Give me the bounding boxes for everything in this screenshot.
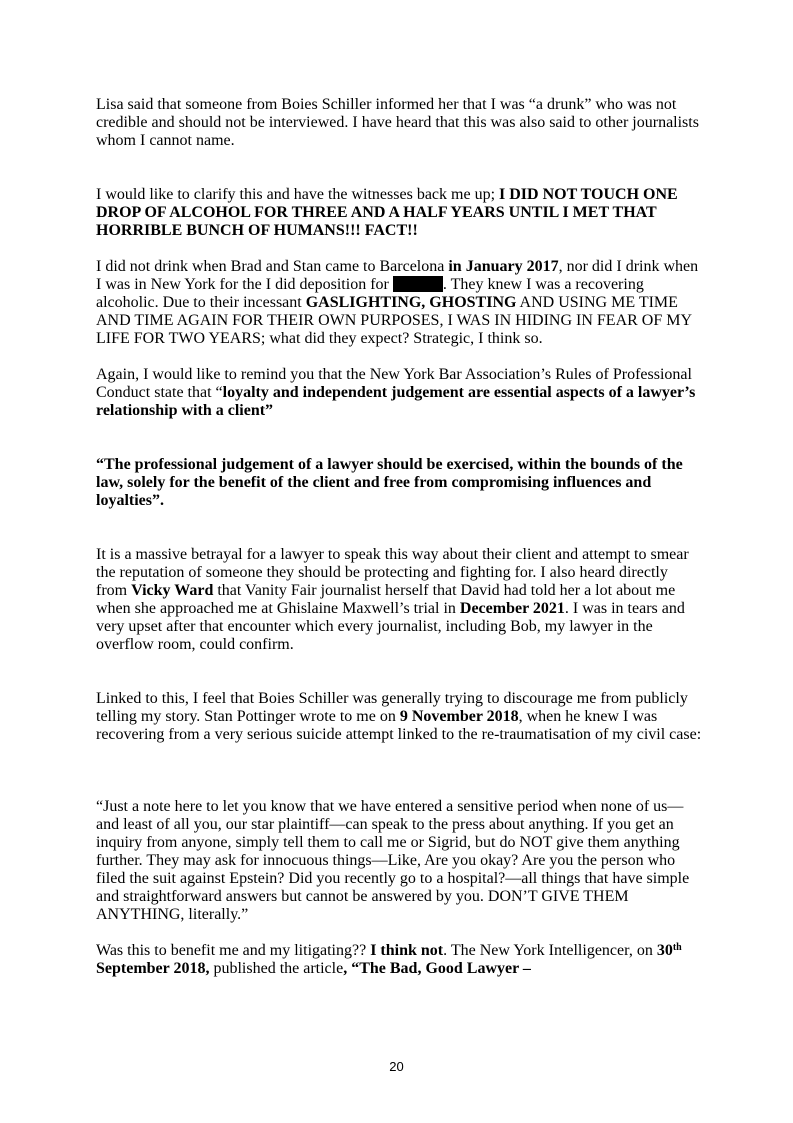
paragraph-3-text-c: , nor did I drink when I was in New York for the I did deposition for bbox=[96, 258, 699, 293]
page-number: 20 bbox=[389, 1059, 404, 1074]
paragraph-7 bbox=[96, 690, 702, 744]
paragraph-7-text-c: , when he knew I was recovering from a very serious suicide attempt linked to the re-traumatisation of my civil case: bbox=[96, 708, 702, 743]
paragraph-5-quote bbox=[96, 456, 702, 510]
paragraph-9-day: 30 bbox=[656, 942, 673, 959]
paragraph-9-date: September 2018, bbox=[96, 960, 210, 977]
paragraph-6 bbox=[96, 546, 702, 654]
paragraph-6-text-a: It is a massive betrayal for a lawyer to speak this way about their client and attempt to smear the reputation of someone they should be protecting and fighting for. I also heard directly from bbox=[96, 546, 689, 599]
paragraph-3 bbox=[96, 258, 702, 348]
paragraph-9-text-c: . The New York Intelligencer, on bbox=[443, 942, 657, 959]
paragraph-9-text-a: Was this to benefit me and my litigating?? bbox=[96, 942, 371, 959]
paragraph-4-text: Again, I would like to remind you that the New York Bar Association’s Rules of Professional Conduct state that “ bbox=[96, 366, 692, 401]
paragraph-9-ordinal: th bbox=[672, 942, 682, 953]
paragraph-9-bold: I think not bbox=[370, 942, 444, 959]
paragraph-6-name: Vicky Ward bbox=[131, 582, 214, 599]
paragraph-8-text: “Just a note here to let you know that we have entered a sensitive period when none of us—and least of all you, our star plaintiff—can speak to the press about anything. If you get an inquiry from anyone, simply tell them to call me or Sigrid, but do NOT give them anything further. They may ask for innocuous things—Like, Are you okay? Are you the person who filed the suit against Epstein? Did you recently go to a hospital?—all things that have simple and straightforward answers but cannot be answered by you. DON’T GIVE THEM ANYTHING, literally.” bbox=[96, 798, 690, 923]
paragraph-6-text-c: that Vanity Fair journalist herself that David had told her a lot about me when she approached me at Ghislaine Maxwell’s trial in bbox=[96, 582, 676, 617]
paragraph-7-date: 9 November 2018 bbox=[399, 708, 519, 725]
redaction-block bbox=[393, 276, 443, 292]
paragraph-6-text-e: . I was in tears and very upset after that encounter which every journalist, including Bob, my lawyer in the overflow room, could confirm. bbox=[96, 600, 685, 653]
paragraph-3-text-a: I did not drink when Brad and Stan came to Barcelona bbox=[96, 258, 449, 275]
paragraph-3-text-d: . They knew I was a recovering alcoholic. Due to their incessant bbox=[96, 276, 644, 311]
paragraph-2 bbox=[96, 186, 702, 240]
paragraph-2-text: I would like to clarify this and have the witnesses back me up; bbox=[96, 186, 500, 203]
paragraph-4 bbox=[96, 366, 702, 420]
paragraph-4-quote: loyalty and independent judgement are essential aspects of a lawyer’s relationship with a client” bbox=[96, 384, 696, 419]
paragraph-1-text: Lisa said that someone from Boies Schiller informed her that I was “a drunk” who was not credible and should not be interviewed. I have heard that this was also said to other journalists whom I cannot name. bbox=[96, 96, 699, 149]
paragraph-9-article-title: , “The Bad, Good Lawyer – bbox=[343, 960, 531, 977]
paragraph-2-bold: I DID NOT TOUCH ONE DROP OF ALCOHOL FOR THREE AND A HALF YEARS UNTIL I MET THAT HORRIBLE BUNCH OF HUMANS!!! FACT!! bbox=[96, 186, 678, 239]
paragraph-3-text-f: AND USING ME TIME AND TIME AGAIN FOR THEIR OWN PURPOSES, I WAS IN HIDING IN FEAR OF MY LIFE FOR TWO YEARS; what did they expect? Strategic, I think so. bbox=[96, 294, 692, 347]
paragraph-9-text-f: published the article bbox=[209, 960, 344, 977]
paragraph-9 bbox=[96, 942, 702, 978]
paragraph-7-text-a: Linked to this, I feel that Boies Schiller was generally trying to discourage me from publicly telling my story. Stan Pottinger wrote to me on bbox=[96, 690, 688, 725]
paragraph-1 bbox=[96, 96, 702, 150]
document-body bbox=[96, 96, 702, 978]
paragraph-6-date: December 2021 bbox=[459, 600, 565, 617]
paragraph-8-email-quote bbox=[96, 798, 702, 924]
paragraph-3-bold: GASLIGHTING, GHOSTING bbox=[305, 294, 517, 311]
paragraph-3-date: in January 2017 bbox=[448, 258, 559, 275]
paragraph-5-bold: “The professional judgement of a lawyer should be exercised, within the bounds of the law, solely for the benefit of the client and free from compromising influences and loyalties”. bbox=[96, 456, 683, 509]
